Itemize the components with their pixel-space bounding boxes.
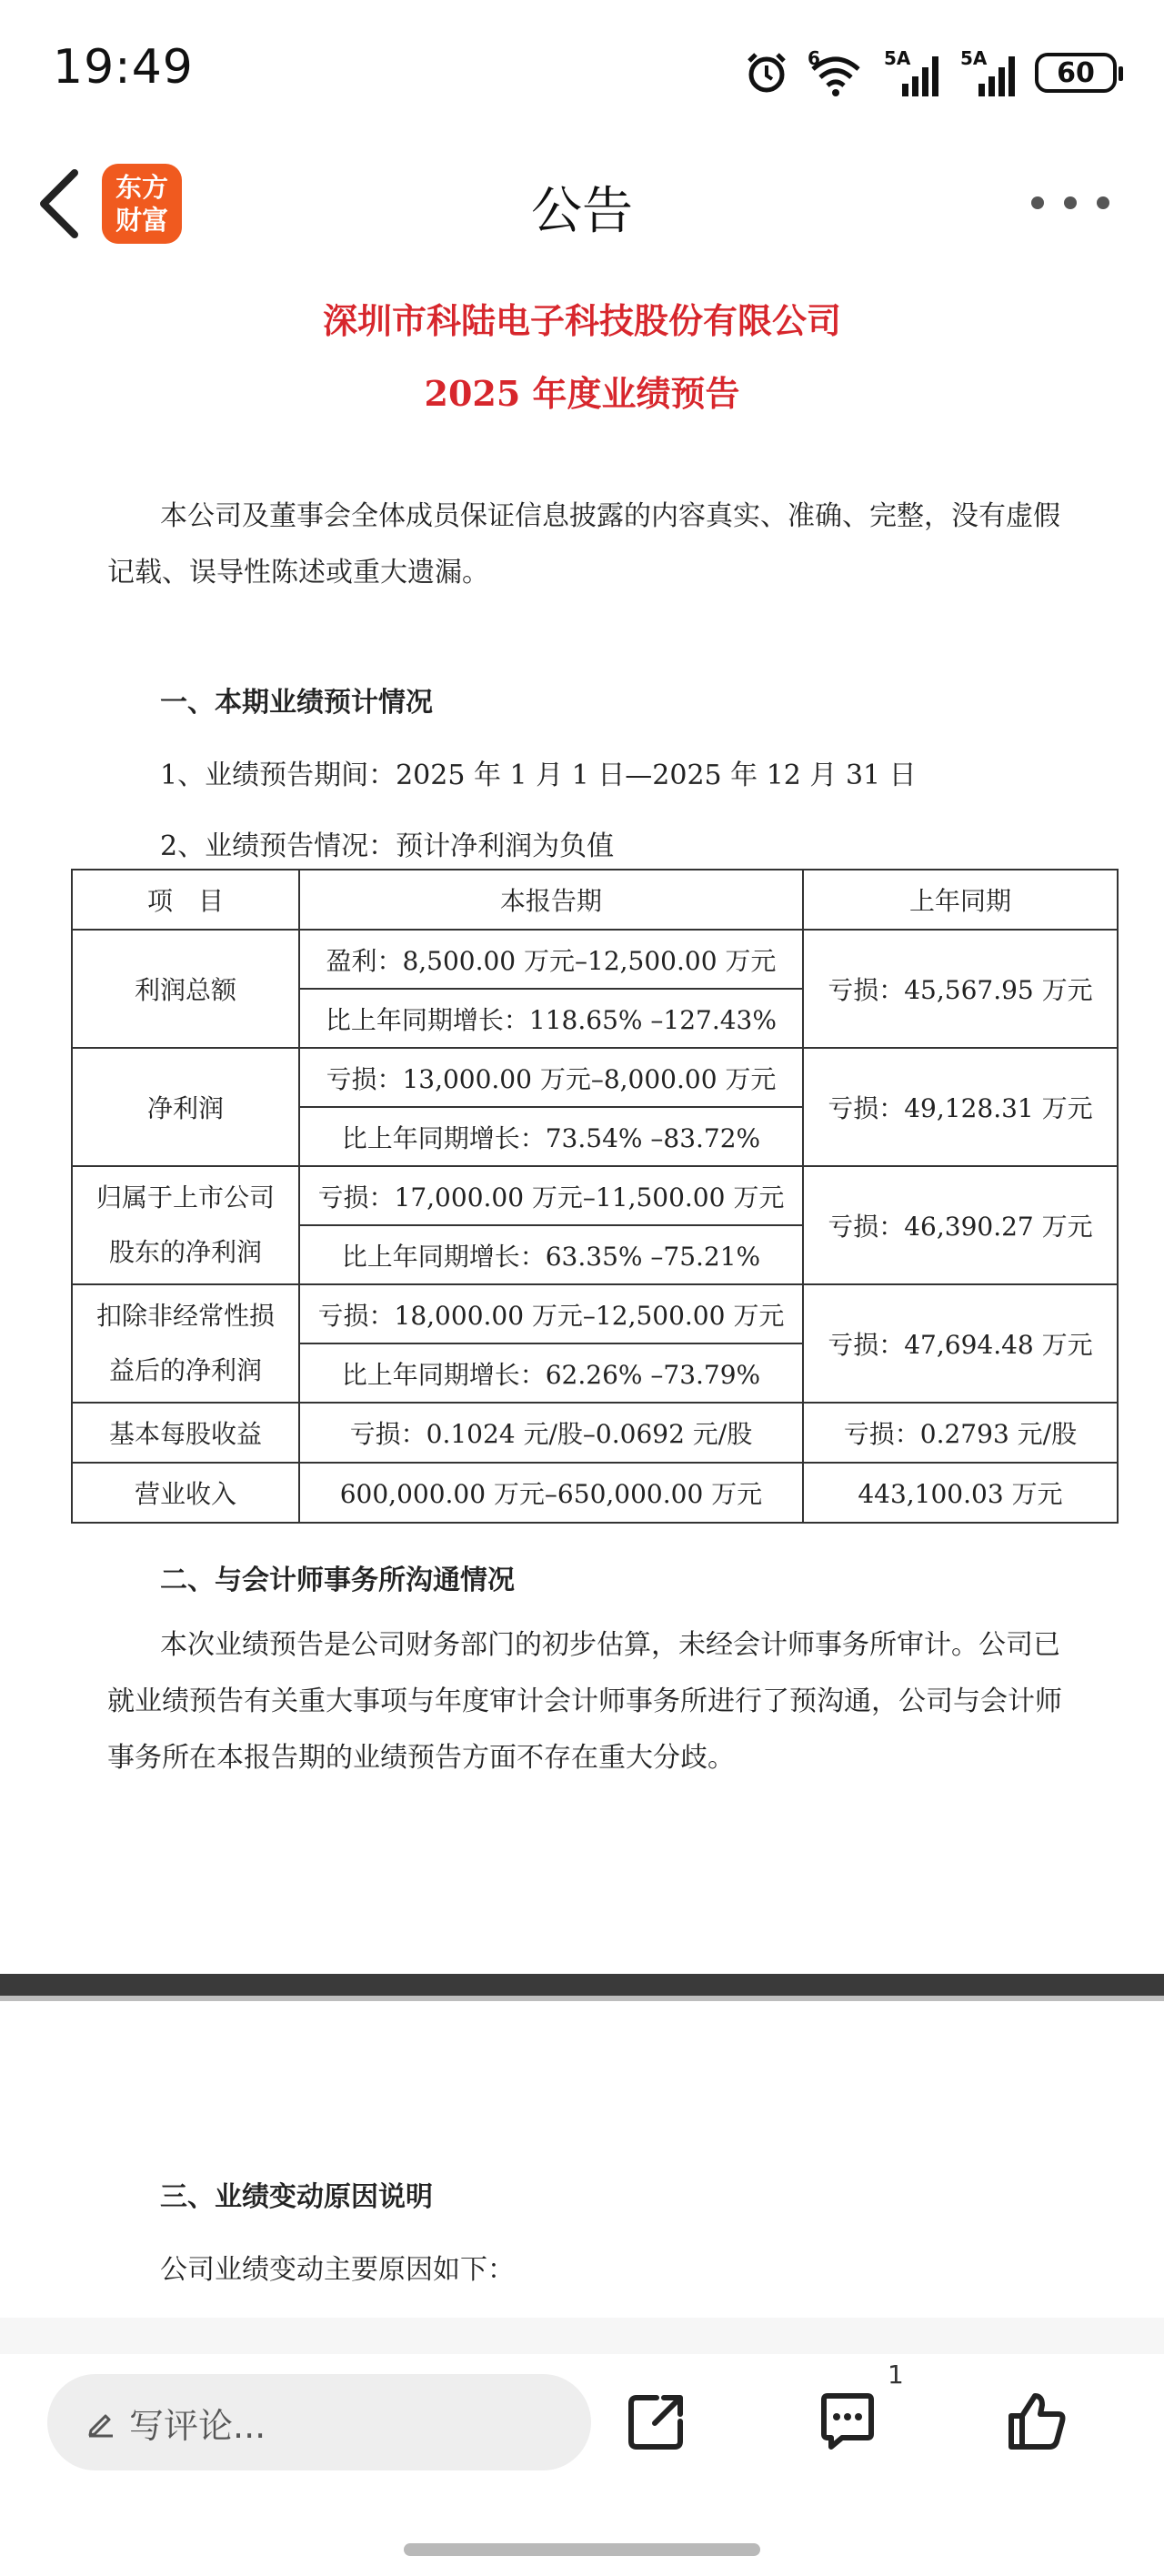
section1-heading: 一、本期业绩预计情况: [160, 687, 433, 719]
app-header: [0, 155, 1164, 255]
table-header-row: 项 目 本报告期 上年同期: [72, 870, 1118, 930]
app-logo: 东方 财富: [102, 164, 182, 244]
status-time: 19:49: [53, 40, 194, 95]
forecast-period: 1、业绩预告期间：2025 年 1 月 1 日—2025 年 12 月 31 日: [160, 760, 917, 791]
pencil-icon: [85, 2407, 116, 2438]
table-row: 比上年同期增长：62.26% –73.79%: [72, 1343, 1118, 1403]
company-name: 深圳市科陆电子科技股份有限公司: [322, 300, 841, 341]
table-row: 归属于上市公司 股东的净利润 亏损：17,000.00 万元–11,500.00 万元 亏损：46,390.27 万元: [72, 1166, 1118, 1225]
like-icon[interactable]: [1004, 2389, 1069, 2454]
page-title: 公告: [531, 182, 633, 241]
section3-heading: 三、业绩变动原因说明: [160, 2181, 433, 2213]
comment-count-badge: 1: [888, 2360, 904, 2390]
forecast-table: [71, 869, 1119, 1524]
page-divider: [0, 1974, 1164, 1996]
report-title: 2025 年度业绩预告: [424, 373, 740, 414]
table-row: 比上年同期增长：73.54% –83.72%: [72, 1107, 1118, 1166]
bottom-action-bar: [0, 2354, 1164, 2576]
comment-input[interactable]: 写评论...: [47, 2374, 591, 2470]
table-row: 扣除非经常性损 益后的净利润 亏损：18,000.00 万元–12,500.00 万元 亏损：47,694.48 万元: [72, 1284, 1118, 1343]
battery-icon: 60: [1035, 53, 1117, 93]
signal-icon-1: 5A: [882, 47, 942, 98]
table-row: 营业收入 600,000.00 万元–650,000.00 万元 443,100.03 万元: [72, 1463, 1118, 1523]
signal-icon-2: 5A: [958, 47, 1018, 98]
table-row: 基本每股收益 亏损：0.1024 元/股–0.0692 元/股 亏损：0.2793 元/股: [72, 1403, 1118, 1463]
table-row: 比上年同期增长：118.65% –127.43%: [72, 989, 1118, 1048]
reason-intro: 公司业绩变动主要原因如下：: [160, 2254, 515, 2286]
alarm-icon: [744, 50, 789, 96]
bottom-bar-shadow: [0, 2318, 1164, 2354]
forecast-situation: 2、业绩预告情况：预计净利润为负值: [160, 830, 615, 862]
communication-paragraph: 本次业绩预告是公司财务部门的初步估算，未经会计师事务所审计。公司已 就业绩预告有关重大事项与年度审计会计师事务所进行了预沟通，公司与会计师 事务所在本报告期的业绩预告方面不存在重大分歧。: [107, 1629, 1062, 1774]
home-indicator[interactable]: [404, 2543, 760, 2556]
more-options-icon[interactable]: [1031, 196, 1109, 209]
status-icons: [744, 47, 1117, 98]
share-icon[interactable]: [624, 2389, 689, 2454]
comment-icon[interactable]: [815, 2389, 880, 2454]
intro-paragraph: 本公司及董事会全体成员保证信息披露的内容真实、准确、完整，没有虚假 记载、误导性陈述或重大遗漏。: [107, 500, 1060, 589]
table-row: 利润总额 盈利：8,500.00 万元–12,500.00 万元 亏损：45,567.95 万元: [72, 930, 1118, 989]
section2-heading: 二、与会计师事务所沟通情况: [160, 1565, 515, 1596]
table-row: 比上年同期增长：63.35% –75.21%: [72, 1225, 1118, 1284]
status-bar: [0, 0, 1164, 136]
wifi-icon: 6: [806, 47, 866, 98]
table-row: 净利润 亏损：13,000.00 万元–8,000.00 万元 亏损：49,128.31 万元: [72, 1048, 1118, 1107]
